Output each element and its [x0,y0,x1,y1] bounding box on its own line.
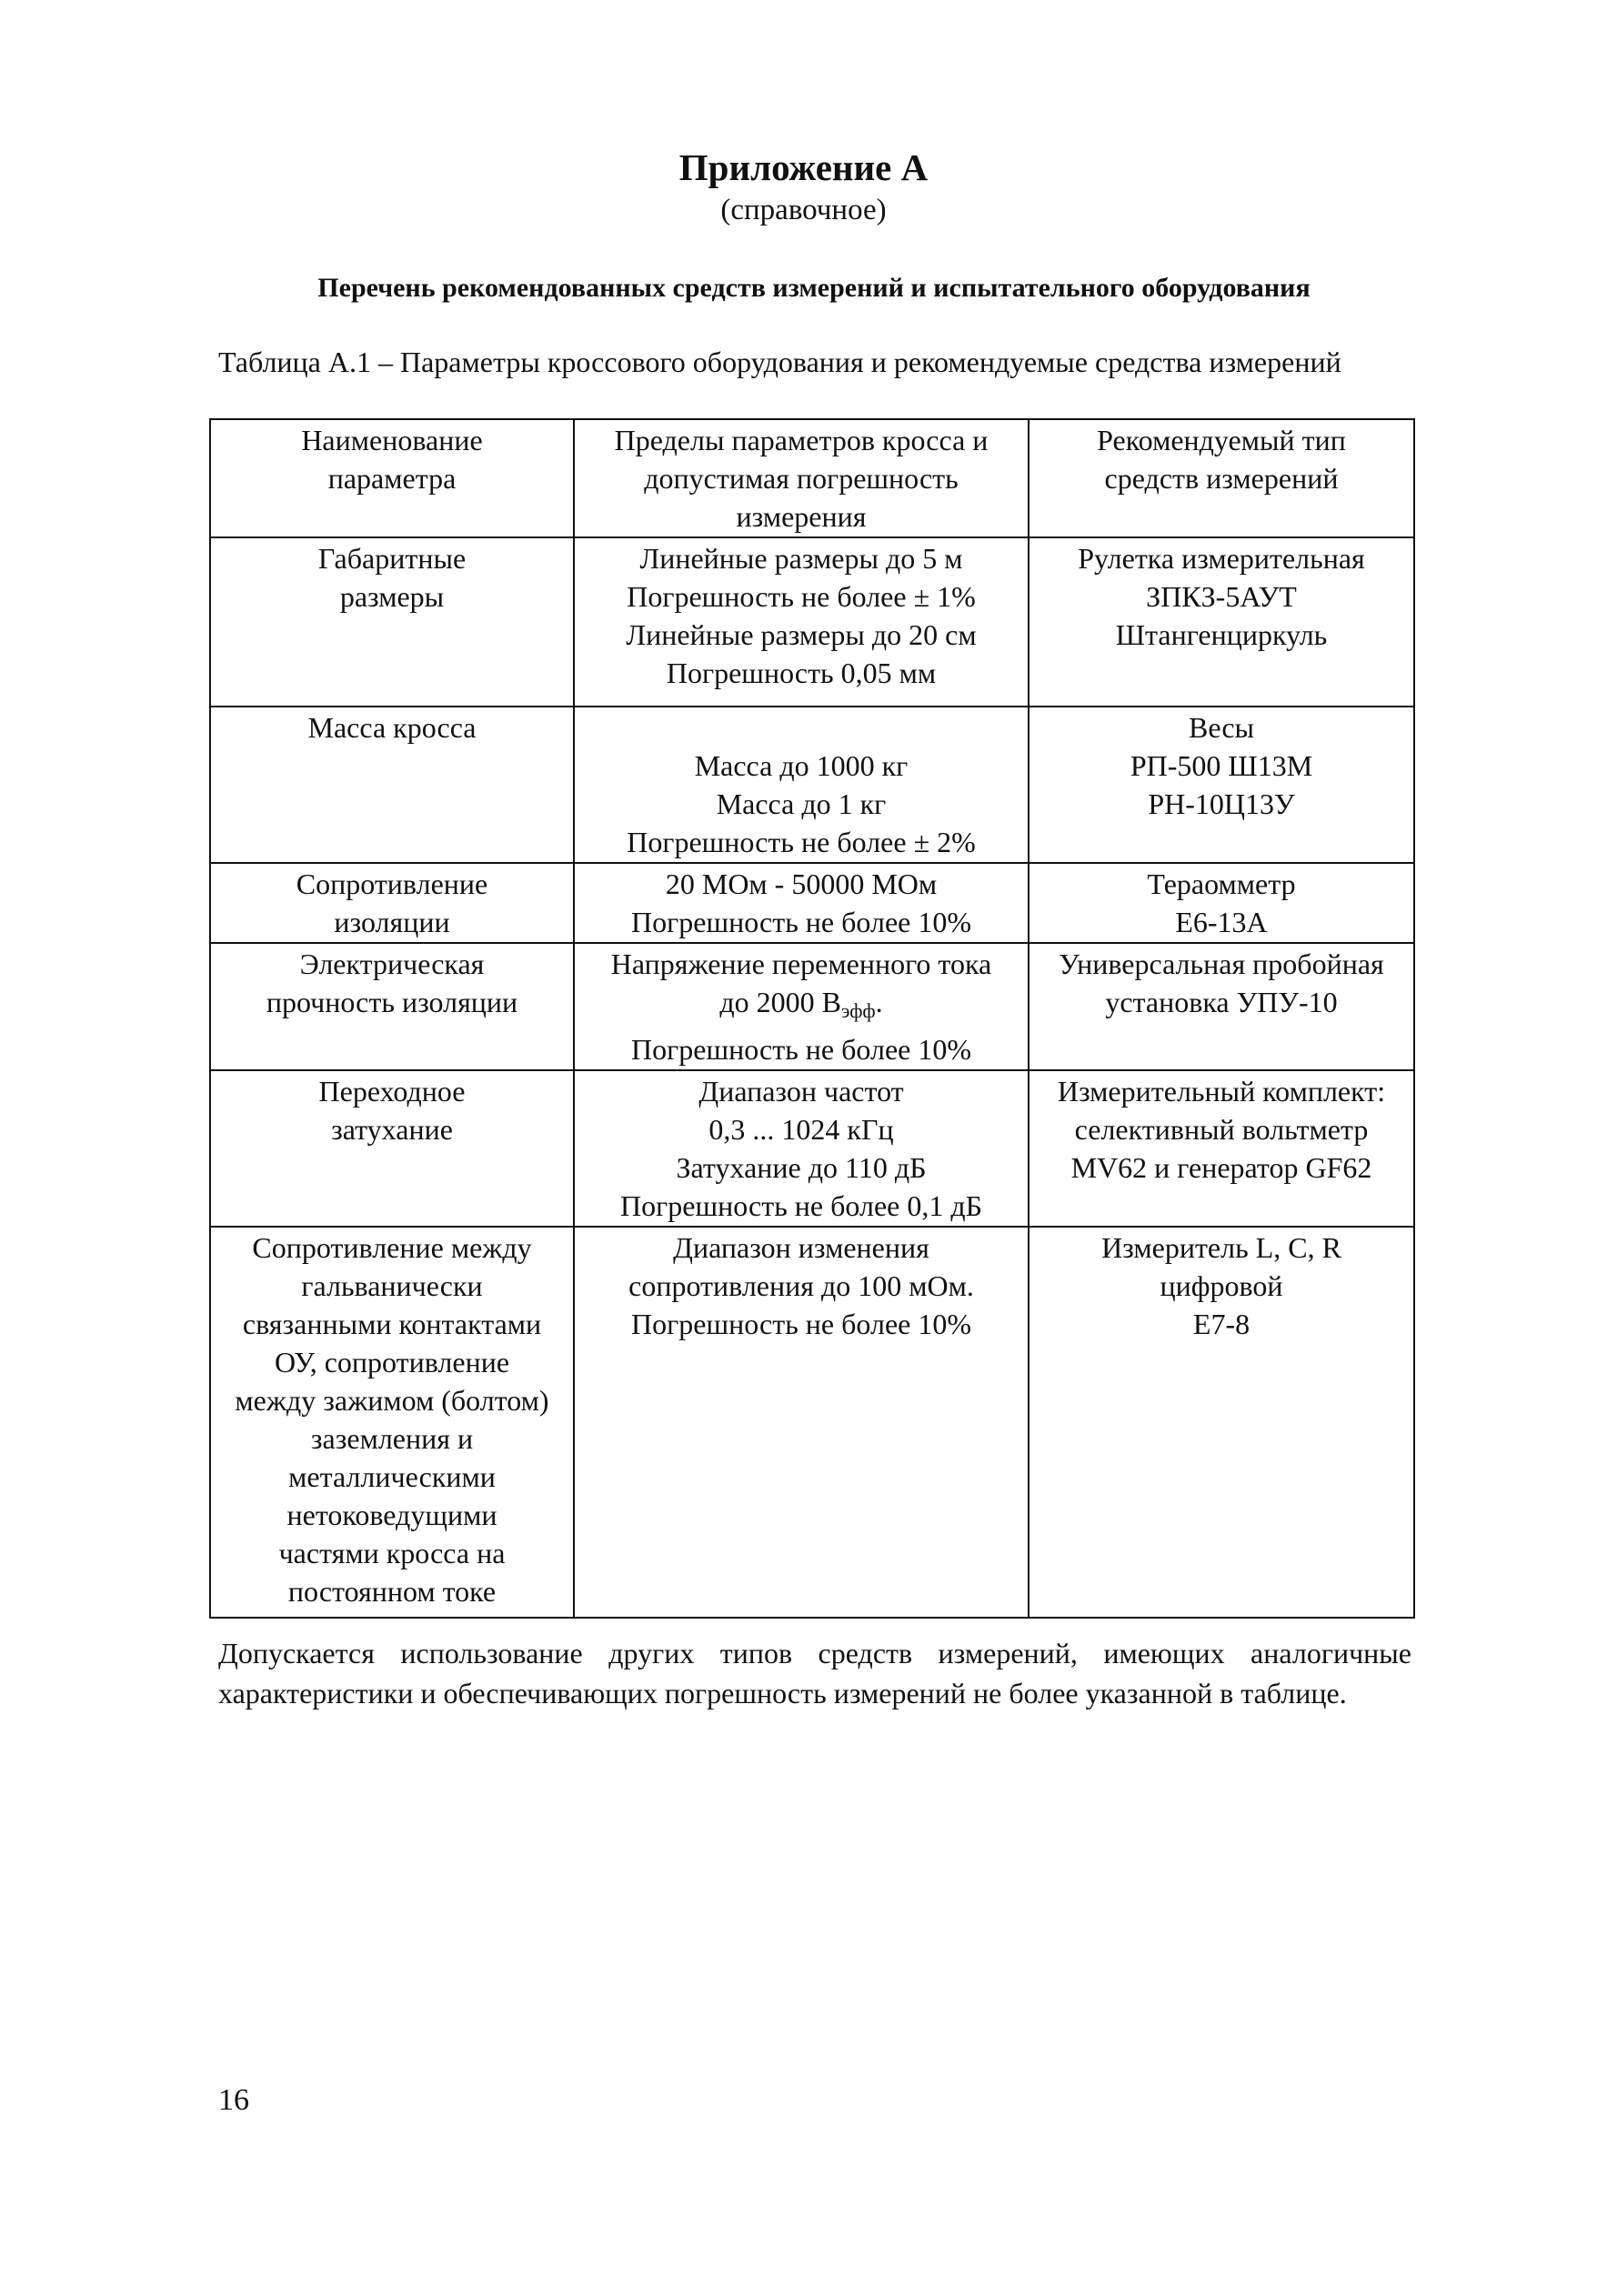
cell-line: Весы [1188,711,1255,744]
cell-line: затухание [331,1113,453,1146]
cell-line: сопротивления до 100 мОм. [628,1269,974,1302]
cell-line: параметра [327,462,457,495]
cell-line: Диапазон изменения [673,1231,929,1264]
cell-line: РП-500 Ш13М [1130,749,1313,782]
cell-line: ОУ, сопротивление [274,1346,510,1379]
table-row [210,1070,1414,1227]
cell-line: ЗПКЗ-5АУТ [1146,580,1297,613]
cell-line: постоянном токе [287,1575,497,1608]
cell-line: Погрешность 0,05 мм [666,657,937,689]
parameters-table [209,418,1415,1619]
header-limits [574,419,1029,537]
cell-line: Универсальная пробойная [1059,947,1384,980]
instrument-cell [1029,863,1414,943]
cell-line: Рулетка измерительная [1078,542,1365,575]
cell-line: установка УПУ-10 [1105,986,1338,1018]
param-cell [210,537,574,707]
cell-line: Рекомендуемый тип [1097,424,1346,456]
table-row [210,943,1414,1070]
table-header-row [210,419,1414,537]
cell-line: Сопротивление между [252,1231,532,1264]
cell-line: Тераомметр [1147,867,1296,900]
cell-line: Измеритель L, C, R [1101,1231,1341,1264]
cell-line: размеры [339,580,445,613]
page-number: 16 [218,2083,249,2117]
cell-line: средств измерений [1104,462,1339,495]
cell-line: цифровой [1160,1269,1283,1302]
cell-line: изоляции [334,906,450,938]
cell-line: 0,3 ... 1024 кГц [708,1113,894,1146]
cell-line: 20 МОм - 50000 МОм [665,867,938,900]
voltage-prefix: до 2000 В [719,986,841,1018]
cell-line: Сопротивление [296,867,488,900]
cell-line: гальванически [301,1269,483,1302]
cell-line: MV62 и генератор GF62 [1070,1151,1372,1184]
cell-line: Погрешность не более ± 2% [627,826,976,858]
cell-line: Погрешность не более 10% [631,1308,971,1340]
cell-line: Погрешность не более ± 1% [627,580,976,613]
voltage-subscript: эфф [840,999,876,1022]
table-row [210,537,1414,707]
header-param [210,419,574,537]
cell-line: допустимая погрешность [644,462,959,495]
cell-line: металлическими [288,1460,496,1493]
voltage-suffix: . [875,986,883,1018]
cell-line: частями кросса на [278,1537,506,1569]
voltage-line [578,983,1024,1030]
cell-line: Напряжение переменного тока [610,947,992,980]
cell-line: прочность изоляции [266,986,518,1018]
table-row [210,863,1414,943]
param-cell [210,1070,574,1227]
header-instrument [1029,419,1414,537]
cell-line: измерения [736,500,867,533]
cell-line: Измерительный комплект: [1057,1075,1386,1108]
section-heading: Перечень рекомендованных средств измерений и испытательного оборудования [317,273,1311,303]
cell-line: Переходное [318,1075,466,1108]
cell-line: Масса кросса [307,711,477,744]
cell-line: Штангенциркуль [1115,618,1328,651]
table-row [210,707,1414,863]
cell-line: Диапазон частот [698,1075,904,1108]
cell-line: РН-10Ц13У [1148,787,1295,820]
instrument-cell [1029,707,1414,863]
limits-cell [574,537,1029,707]
instrument-cell [1029,1227,1414,1618]
cell-line: Е6-13А [1175,906,1268,938]
limits-cell [574,707,1029,863]
cell-line: селективный вольтметр [1074,1113,1369,1146]
cell-line: заземления и [310,1422,474,1455]
cell-line: Масса до 1000 кг [694,749,909,782]
table-row [210,1227,1414,1618]
instrument-cell [1029,943,1414,1070]
cell-line: Линейные размеры до 20 см [626,618,977,651]
limits-cell [574,863,1029,943]
cell-line: Электрическая [299,947,485,980]
cell-line: Затухание до 110 дБ [676,1151,927,1184]
page-title: Приложение А [678,146,929,188]
param-cell [210,943,574,1070]
cell-line: Линейные размеры до 5 м [639,542,963,575]
instrument-cell [1029,537,1414,707]
cell-line: Пределы параметров кросса и [614,424,989,456]
limits-cell [574,1070,1029,1227]
cell-line: Масса до 1 кг [716,787,887,820]
footnote-text: Допускается использование других типов средств измерений, имеющих аналогичные характеристики и обеспечивающих погрешность измерений не более указанной в таблице. [218,1637,1411,1709]
cell-line: между зажимом (болтом) [235,1384,549,1417]
cell-line: Погрешность не более 10% [631,1033,971,1066]
page-subtitle: (справочное) [720,194,887,226]
limits-cell [574,943,1029,1070]
param-cell [210,1227,574,1618]
cell-line: Габаритные [317,542,467,575]
cell-line: связанными контактами [242,1308,542,1340]
cell-line: Наименование [301,424,483,456]
param-cell [210,863,574,943]
cell-line: нетоковедущими [286,1499,497,1531]
cell-line: Погрешность не более 0,1 дБ [620,1189,982,1222]
cell-line: Погрешность не более 10% [631,906,971,938]
param-cell [210,707,574,863]
cell-line: Е7-8 [1192,1308,1250,1340]
table-caption: Таблица А.1 – Параметры кроссового оборудования и рекомендуемые средства измерений [218,346,1341,378]
instrument-cell [1029,1070,1414,1227]
limits-cell [574,1227,1029,1618]
